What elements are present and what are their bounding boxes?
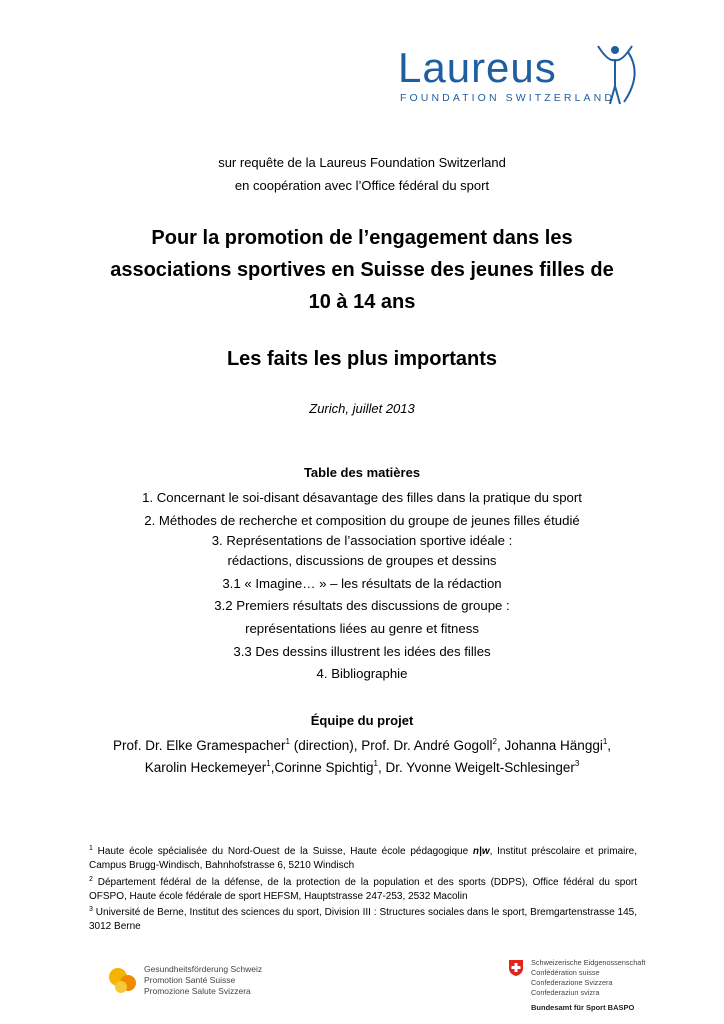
footnote-number: 3 (89, 906, 93, 913)
toc-item: 1. Concernant le soi-disant désavantage des filles dans la pratique du sport (142, 490, 582, 505)
toc-item: 3.2 Premiers résultats des discussions de groupe : (214, 598, 510, 614)
baspo-label: Bundesamt für Sport BASPO (531, 1003, 635, 1012)
affiliation-marker: 1 (602, 737, 608, 746)
laureus-logo (398, 40, 643, 108)
footnote-text: Département fédéral de la défense, de la protection de la population et des sports (DDPS), Office fédéral du sport OFSPO, Haute école fédérale de sport HEFSM, Hauptstrasse 247-253, 2532 Macolin (89, 877, 637, 902)
affiliation-marker: 1 (266, 759, 271, 768)
toc-item: 4. Bibliographie (316, 666, 408, 682)
footnote-text: Haute école spécialisée du Nord-Ouest de la Suisse, Haute école pédagogique (92, 846, 473, 857)
footnote-1 (89, 845, 637, 873)
affiliation-marker: 1 (373, 759, 378, 768)
footnote-emphasis: n|w (472, 846, 490, 857)
title-line-2: associations sportives en Suisse des jeunes filles de (110, 259, 614, 281)
health-promotion-logo (88, 955, 263, 1005)
toc-item: 3.3 Des dessins illustrent les idées des filles (233, 643, 491, 659)
footnote-number: 2 (89, 876, 93, 883)
member-name: ,Corinne Spichtig (270, 760, 374, 775)
affiliation-marker: 3 (574, 759, 580, 768)
footnote-3 (89, 906, 637, 934)
team-members (0, 735, 724, 779)
footnote-text: , Institut préscolaire et primaire, Campus Brugg-Windisch, Bahnhofstrasse 6, 5210 Windisch (89, 846, 637, 871)
member-name: , Dr. Yvonne Weigelt-Schlesinger (377, 760, 575, 775)
member-name: Prof. Dr. Elke Gramespacher (112, 738, 286, 753)
footnote-number: 1 (89, 845, 93, 852)
logo-subtitle: FOUNDATION SWITZERLAND (400, 92, 616, 104)
toc-item: 3. Représentations de l’association sportive idéale : (211, 533, 513, 549)
title-line-3: 10 à 14 ans (308, 291, 416, 313)
confederation-name: Confédération suisse (531, 968, 600, 977)
member-name: Karolin Heckemeyer (144, 760, 267, 775)
confederation-text (531, 958, 645, 998)
request-line-2: en coopération avec l’Office fédéral du sport (234, 178, 490, 193)
health-promotion-name: Promotion Santé Suisse (144, 975, 236, 985)
affiliation-marker: 1 (285, 737, 290, 746)
toc-item: 3.1 « Imagine… » – les résultats de la rédaction (222, 575, 502, 591)
confederation-name: Confederazione Svizzera (531, 978, 613, 987)
footnote-text: Université de Berne, Institut des sciences du sport, Division III : Structures sociales dans le sport, Bremgartenstrasse 145, 3012 Berne (89, 907, 637, 932)
document-date: Zurich, juillet 2013 (309, 401, 415, 416)
laureus-figure-icon (588, 42, 643, 106)
toc-heading: Table des matières (303, 465, 421, 480)
toc-item: 2. Méthodes de recherche et composition du groupe de jeunes filles étudié (144, 512, 580, 528)
team-line-1 (0, 735, 724, 757)
confederation-name: Schweizerische Eidgenossenschaft (531, 958, 646, 967)
title-line-1: Pour la promotion de l’engagement dans les (151, 227, 573, 249)
team-line-2 (0, 757, 724, 779)
logo-wordmark: Laureus (398, 44, 557, 91)
health-promotion-name: Gesundheitsförderung Schweiz (144, 964, 263, 974)
health-promotion-name: Promozione Salute Svizzera (144, 986, 251, 996)
table-of-contents (0, 487, 724, 686)
confederation-name: Confederaziun svizra (531, 988, 600, 997)
toc-item: rédactions, discussions de groupes et dessins (227, 553, 497, 569)
toc-item: représentations liées au genre et fitness (245, 620, 479, 636)
swiss-confederation-logo (508, 956, 648, 1012)
affiliation-marker: 2 (492, 737, 497, 746)
document-subtitle: Les faits les plus importants (226, 348, 498, 370)
separator: , (607, 738, 612, 753)
health-promotion-text (144, 964, 262, 997)
swiss-shield-icon (508, 959, 524, 977)
health-promotion-emblem-icon (106, 963, 140, 995)
request-line-1: sur requête de la Laureus Foundation Switzerland (218, 155, 506, 170)
member-name: (direction), Prof. Dr. André Gogoll (289, 738, 493, 753)
document-title (0, 222, 724, 318)
member-name: , Johanna Hänggi (497, 738, 603, 753)
team-heading: Équipe du projet (310, 713, 414, 728)
footnote-2 (89, 876, 637, 904)
